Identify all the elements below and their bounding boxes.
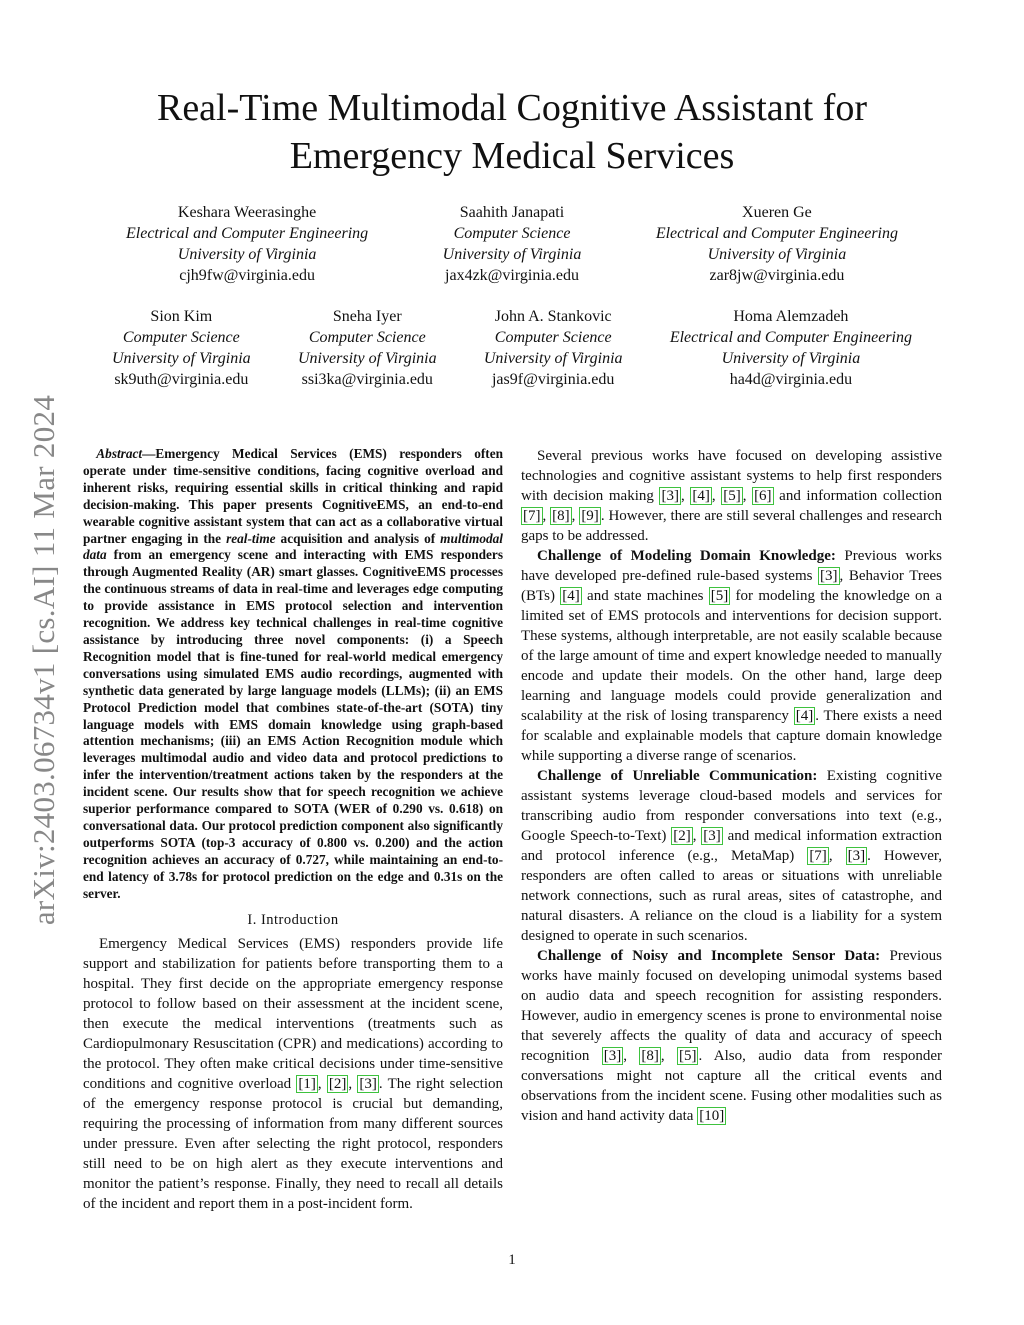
author-name: Keshara Weerasinghe (177, 204, 317, 221)
author-email: ha4d@virginia.edu (729, 371, 853, 388)
author-block (484, 306, 623, 390)
author-name: Sneha Iyer (332, 308, 402, 325)
citation-link[interactable]: [4] (795, 708, 814, 724)
paragraph-heading: Challenge of Unreliable Communication: (537, 768, 818, 784)
paragraph-heading: Challenge of Noisy and Incomplete Sensor Data: (537, 948, 881, 964)
citation-link[interactable]: [3] (820, 568, 838, 584)
author-name: John A. Stankovic (494, 308, 612, 325)
author-name: Xueren Ge (742, 204, 812, 221)
author-department: Computer Science (308, 329, 426, 346)
paper-title: Real-Time Multimodal Cognitive Assistant for Emergency Medical Services (156, 87, 868, 177)
authors-row-2 (80, 306, 944, 390)
author-department: Computer Science (453, 225, 571, 242)
author-department: Electrical and Computer Engineering (669, 329, 912, 346)
citation-link[interactable]: [1] (298, 1076, 316, 1093)
author-block (443, 202, 582, 286)
author-university: University of Virginia (112, 350, 251, 367)
citation-link[interactable]: [8] (641, 1048, 659, 1064)
author-block (112, 306, 251, 390)
citation-link[interactable]: [5] (710, 588, 729, 604)
author-university: University of Virginia (483, 350, 623, 367)
intro-paragraph: Emergency Medical Services (EMS) responders provide life support and stabilization for patients before transporting them to a hospital. They first decide on the appropriate emergency response protocol to follow based on their assessment at the incident scene, then execute the medical interventions (treatments such as Cardiopulmonary Resuscitation (CPR) and medications) according to the protocol. They often make critical decisions under time-sensitive conditions and cognitive overload [1] , [2] , [3] . The right selection of the emergency response protocol is crucial but demanding, requiring the processing of information from many different sources under pressure. Even after selecting the right protocol, responders still need to be on high alert as they execute interventions and monitor the patient’s response. Finally, they need to recall all details of the incident and report them in a post-incident form. (83, 936, 503, 1213)
right-column (521, 446, 942, 1126)
citation-link[interactable]: [3] (661, 488, 679, 504)
citation-link[interactable]: [4] (692, 488, 710, 504)
abstract: Abstract—Emergency Medical Services (EMS) responders often operate under time-sensitive conditions, facing cognitive overload and inherent risks, requiring essential skills in critical thinking and rapid decision-making. This paper presents CognitiveEMS, an end-to-end wearable cognitive assistant system that can act as a collaborative virtual partner engaging in the real-time acquisition and analysis of multimodal data from an emergency scene and interacting with EMS responders through Augmented Reality (AR) smart glasses. CognitiveEMS processes the continuous streams of data in real-time and leverages edge computing to provide assistance in EMS protocol selection and intervention recognition. We address key technical challenges in real-time cognitive assistance by introducing three novel components: (i) a Speech Recognition model that is fine-tuned for real-world medical emergency conversations using simulated EMS audio recordings, augmented with synthetic data generated by large language models (LLMs); (ii) an EMS Protocol Prediction model that combines state-of-the-art (SOTA) tiny language models with EMS domain knowledge using graph-based attention mechanisms; (iii) an EMS Action Recognition module which leverages multimodal audio and video data and protocol predictions to infer the intervention/treatment actions taken by the responders at the incident scene. Our results show that for speech recognition we achieve superior performance compared to SOTA (WER of 0.290 vs. 0.618) on conversational data. Our protocol prediction component also significantly outperforms SOTA (top-3 accuracy of 0.800 vs. 0.200) and the action recognition achieves an accuracy of 0.727, while maintaining an end-to-end latency of 3.78s for protocol prediction on the edge and 0.31s on the server. (83, 446, 503, 901)
author-name: Sion Kim (150, 308, 213, 325)
citation-link[interactable]: [3] (847, 848, 866, 864)
left-column (83, 446, 503, 1214)
author-block (656, 202, 898, 286)
author-email: jas9f@virginia.edu (491, 371, 615, 388)
citation-link[interactable]: [2] (673, 828, 691, 844)
author-department: Computer Science (122, 329, 240, 346)
author-university: University of Virginia (297, 350, 437, 367)
author-university: University of Virginia (707, 246, 847, 263)
author-block (670, 306, 912, 390)
author-department: Electrical and Computer Engineering (126, 225, 369, 242)
paragraph-heading: Challenge of Modeling Domain Knowledge: (537, 548, 836, 564)
citation-link[interactable]: [7] (523, 508, 541, 524)
citation-link[interactable]: [9] (581, 508, 599, 524)
intro-paragraph: Challenge of Noisy and Incomplete Sensor Data: Previous works have mainly focused on developing unimodal systems based on audio data and speech recognition for assisting responders. However, audio in emergency scenes is prone to environmental noise that severely affects the quality of data and accuracy of speech recognition [3] , [8] , [5] . Also, audio data from responder conversations might not capture all the critical events and observations from the incident scene. Fusing other modalities such as vision and hand activity data [10] (521, 948, 943, 1124)
author-university: University of Virginia (442, 246, 582, 263)
author-block (126, 202, 368, 286)
author-email: ssi3ka@virginia.edu (301, 371, 433, 388)
author-block (298, 306, 437, 390)
citation-link[interactable]: [5] (723, 488, 741, 504)
authors-row-1 (80, 202, 944, 286)
citation-link[interactable]: [3] (703, 828, 721, 844)
intro-paragraph: Several previous works have focused on developing assistive technologies and cognitive assistant systems to help first responders with decision making [3] , [4] , [5] , [6] and information collection [7] , [8] , [9] . However, there are still several challenges and research gaps to be addressed. (521, 448, 943, 544)
arxiv-identifier-text: arXiv:2403.06734v1 [cs.AI] 11 Mar 2024 (26, 394, 61, 926)
author-university: University of Virginia (177, 246, 317, 263)
citation-link[interactable]: [3] (359, 1076, 377, 1093)
citation-link[interactable]: [5] (678, 1048, 697, 1064)
citation-link[interactable]: [3] (603, 1048, 622, 1064)
author-email: cjh9fw@virginia.edu (179, 267, 315, 284)
intro-paragraph: Challenge of Unreliable Communication: Existing cognitive assistant systems leverage cloud-based models and services for transcribing audio from responder conversations into text (e.g., Google Speech-to-Text) [2] , [3] and medical information extraction and protocol inference (e.g., MetaMap) [7] , [3] . However, responders are often called to areas or situations with unreliable network connections, such as rural areas, sites of catastrophe, and natural disasters. A reliance on the cloud is a liability for a system designed to operate in such scenarios. (521, 768, 943, 944)
abstract-label: Abstract (96, 446, 143, 461)
citation-link[interactable]: [6] (754, 488, 772, 504)
author-name: Saahith Janapati (459, 204, 565, 221)
author-department: Computer Science (494, 329, 612, 346)
citation-link[interactable]: [8] (552, 508, 570, 524)
author-email: zar8jw@virginia.edu (709, 267, 845, 284)
author-email: jax4zk@virginia.edu (445, 267, 579, 284)
author-department: Electrical and Computer Engineering (655, 225, 898, 242)
citation-link[interactable]: [2] (328, 1076, 347, 1093)
section-heading: I. Introduction (247, 912, 339, 929)
citation-link[interactable]: [7] (809, 848, 827, 864)
intro-paragraph: Challenge of Modeling Domain Knowledge: Previous works have developed pre-defined rule-based systems [3] , Behavior Trees (BTs) [4] and state machines [5] for modeling the knowledge on a limited set of EMS protocols and interventions for decision support. These systems, although interpretable, are not easily scalable because of the large amount of time and expert knowledge needed to manually encode and update their models. On the other hand, large deep learning and language models could provide generalization and scalability at the risk of losing transparency [4] . There exists a need for scalable and explainable models that capture domain knowledge while supporting a diverse range of scenarios. (521, 548, 943, 764)
author-name: Homa Alemzadeh (733, 308, 849, 325)
citation-link[interactable]: [10] (699, 1108, 725, 1124)
author-university: University of Virginia (721, 350, 861, 367)
author-email: sk9uth@virginia.edu (114, 371, 249, 388)
citation-link[interactable]: [4] (562, 588, 580, 604)
arxiv-identifier (24, 370, 64, 950)
page-number: 1 (508, 1252, 516, 1268)
